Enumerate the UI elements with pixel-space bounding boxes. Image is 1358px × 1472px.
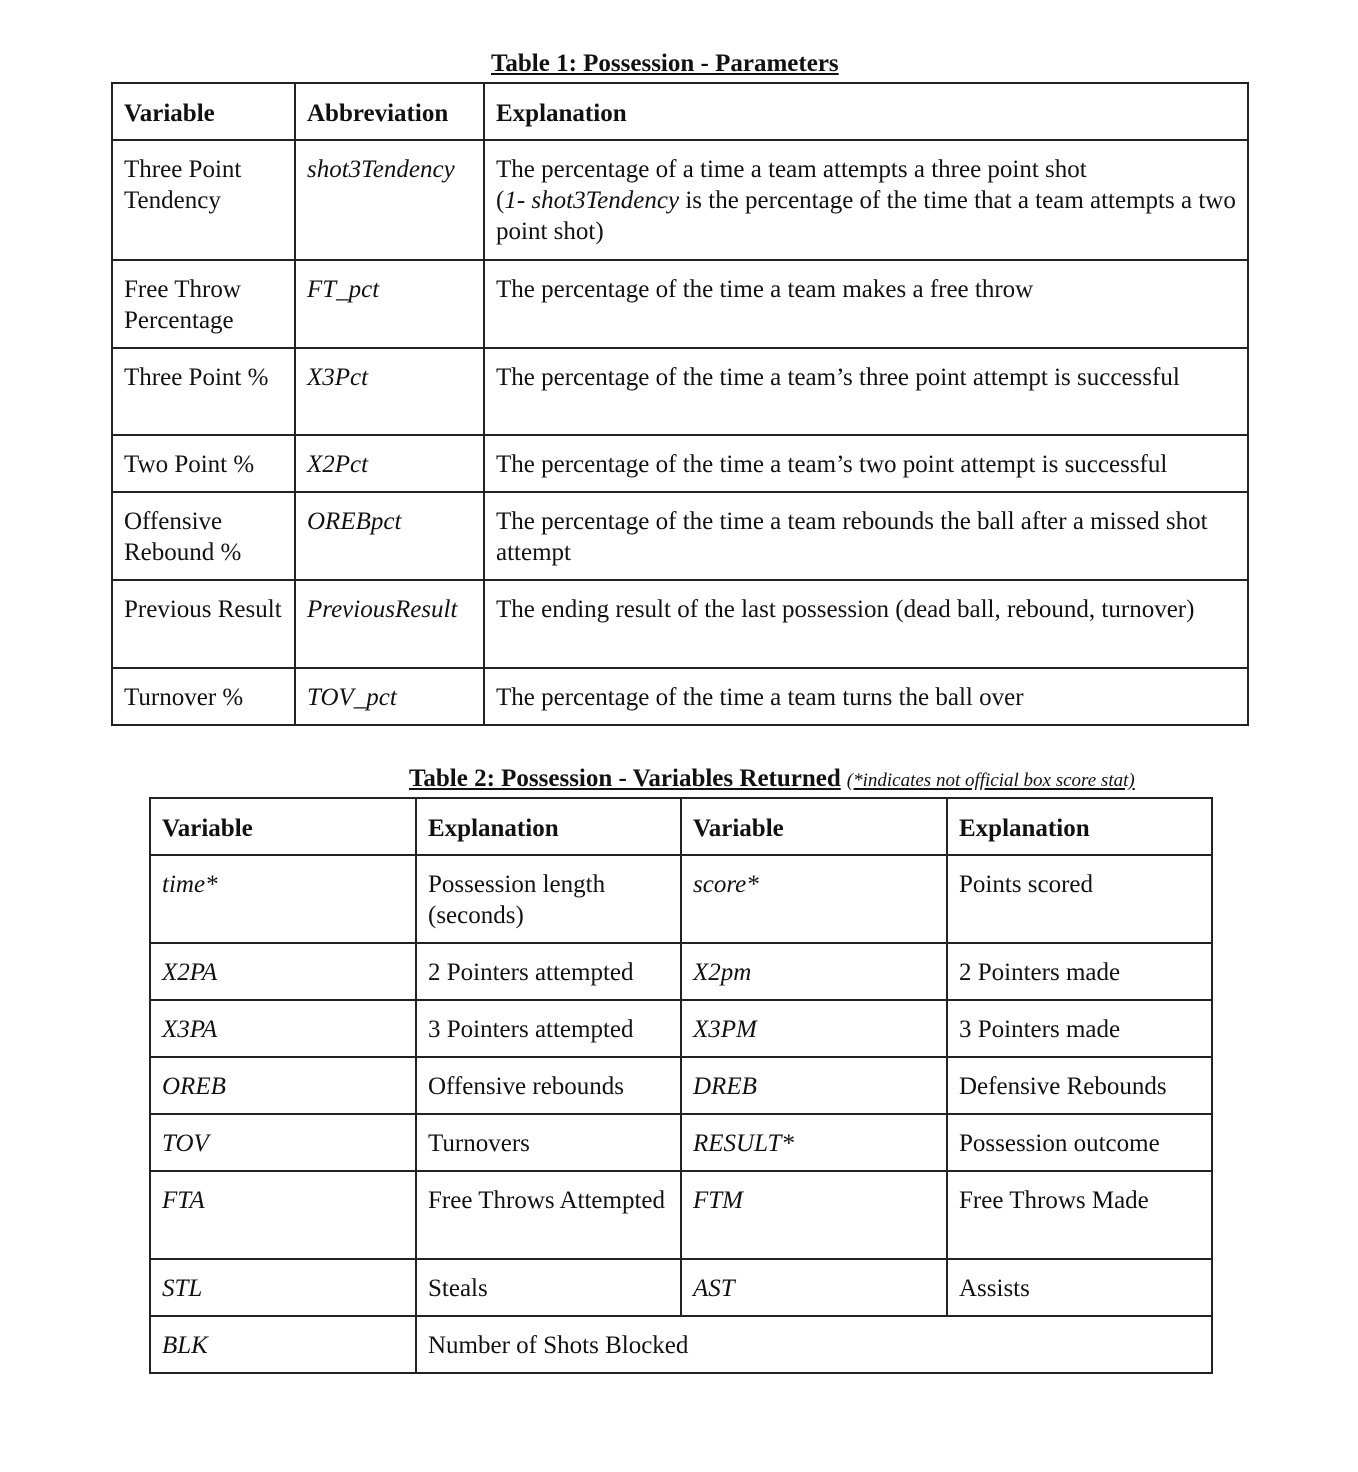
explanation-cell: Number of Shots Blocked [416, 1316, 1212, 1373]
explanation-cell: Possession length (seconds) [416, 855, 681, 943]
explanation-cell: The percentage of the time a team’s two point attempt is successful [484, 435, 1248, 492]
table2-header-explanation-2: Explanation [947, 798, 1212, 855]
variable-cell: AST [681, 1259, 947, 1316]
variable-cell: STL [150, 1259, 416, 1316]
explanation-cell: Assists [947, 1259, 1212, 1316]
table2-header-variable: Variable [150, 798, 416, 855]
variable-cell: Three Point % [112, 348, 295, 435]
abbreviation-cell: PreviousResult [295, 580, 484, 668]
explanation-cell: 2 Pointers attempted [416, 943, 681, 1000]
variable-cell: score* [681, 855, 947, 943]
explanation-cell: The percentage of the time a team rebounds the ball after a missed shot attempt [484, 492, 1248, 580]
variable-cell: X3PM [681, 1000, 947, 1057]
abbreviation-cell: shot3Tendency [295, 140, 484, 260]
table-row [150, 1000, 1212, 1057]
table-row [112, 348, 1248, 435]
explanation-italic: 1- shot3Tendency [504, 187, 680, 214]
table2-header-explanation: Explanation [416, 798, 681, 855]
variable-cell: Previous Result [112, 580, 295, 668]
abbreviation-cell: TOV_pct [295, 668, 484, 725]
explanation-cell: Turnovers [416, 1114, 681, 1171]
explanation-cell: Defensive Rebounds [947, 1057, 1212, 1114]
variable-cell: Turnover % [112, 668, 295, 725]
explanation-cell: The percentage of the time a team makes a free throw [484, 260, 1248, 348]
table1-header-abbreviation: Abbreviation [295, 83, 484, 140]
abbreviation-cell: OREBpct [295, 492, 484, 580]
explanation-cell: The ending result of the last possession (dead ball, rebound, turnover) [484, 580, 1248, 668]
variable-cell: RESULT* [681, 1114, 947, 1171]
explanation-cell [484, 140, 1248, 260]
abbreviation-cell: FT_pct [295, 260, 484, 348]
table2-header-variable-2: Variable [681, 798, 947, 855]
table-row [150, 1316, 1212, 1373]
variable-cell: X2PA [150, 943, 416, 1000]
explanation-line1: The percentage of a time a team attempts a three point shot [496, 156, 1087, 183]
explanation-cell: Offensive rebounds [416, 1057, 681, 1114]
table2-caption [409, 764, 1135, 796]
variable-cell: FTM [681, 1171, 947, 1259]
explanation-cell: The percentage of the time a team’s three point attempt is successful [484, 348, 1248, 435]
table-row [112, 140, 1248, 260]
table-row [150, 855, 1212, 943]
table2-variables-returned [149, 797, 1213, 1374]
explanation-rest: is the percentage of the time that a team attempts a two point shot) [496, 187, 1236, 245]
explanation-cell: Points scored [947, 855, 1212, 943]
table1-header-row [112, 83, 1248, 140]
explanation-cell: 3 Pointers attempted [416, 1000, 681, 1057]
table-row [112, 668, 1248, 725]
table-row [150, 1171, 1212, 1259]
variable-cell: Two Point % [112, 435, 295, 492]
table-row [150, 1057, 1212, 1114]
variable-cell: X2pm [681, 943, 947, 1000]
table1-header-explanation: Explanation [484, 83, 1248, 140]
table1-caption: Table 1: Possession - Parameters [491, 50, 839, 77]
explanation-cell: The percentage of the time a team turns the ball over [484, 668, 1248, 725]
explanation-cell: Steals [416, 1259, 681, 1316]
variable-cell: DREB [681, 1057, 947, 1114]
variable-cell: TOV [150, 1114, 416, 1171]
variable-cell: BLK [150, 1316, 416, 1373]
table1-parameters [111, 82, 1249, 726]
explanation-cell: 3 Pointers made [947, 1000, 1212, 1057]
explanation-cell: Free Throws Made [947, 1171, 1212, 1259]
table-row [112, 492, 1248, 580]
table2-caption-note: (*indicates not official box score stat) [846, 770, 1135, 791]
explanation-paren: ( [496, 187, 505, 214]
table-row [150, 1259, 1212, 1316]
table-row [112, 435, 1248, 492]
variable-cell: OREB [150, 1057, 416, 1114]
variable-cell: Offensive Rebound % [112, 492, 295, 580]
variable-cell: time* [150, 855, 416, 943]
abbreviation-cell: X3Pct [295, 348, 484, 435]
explanation-cell: Possession outcome [947, 1114, 1212, 1171]
variable-cell: Free Throw Percentage [112, 260, 295, 348]
table-row [150, 943, 1212, 1000]
variable-cell: FTA [150, 1171, 416, 1259]
table-row [112, 580, 1248, 668]
explanation-cell: Free Throws Attempted [416, 1171, 681, 1259]
explanation-cell: 2 Pointers made [947, 943, 1212, 1000]
variable-cell: Three Point Tendency [112, 140, 295, 260]
table2-caption-title: Table 2: Possession - Variables Returned [409, 765, 841, 792]
table-row [150, 1114, 1212, 1171]
table1-header-variable: Variable [112, 83, 295, 140]
table-row [112, 260, 1248, 348]
variable-cell: X3PA [150, 1000, 416, 1057]
table2-header-row [150, 798, 1212, 855]
abbreviation-cell: X2Pct [295, 435, 484, 492]
